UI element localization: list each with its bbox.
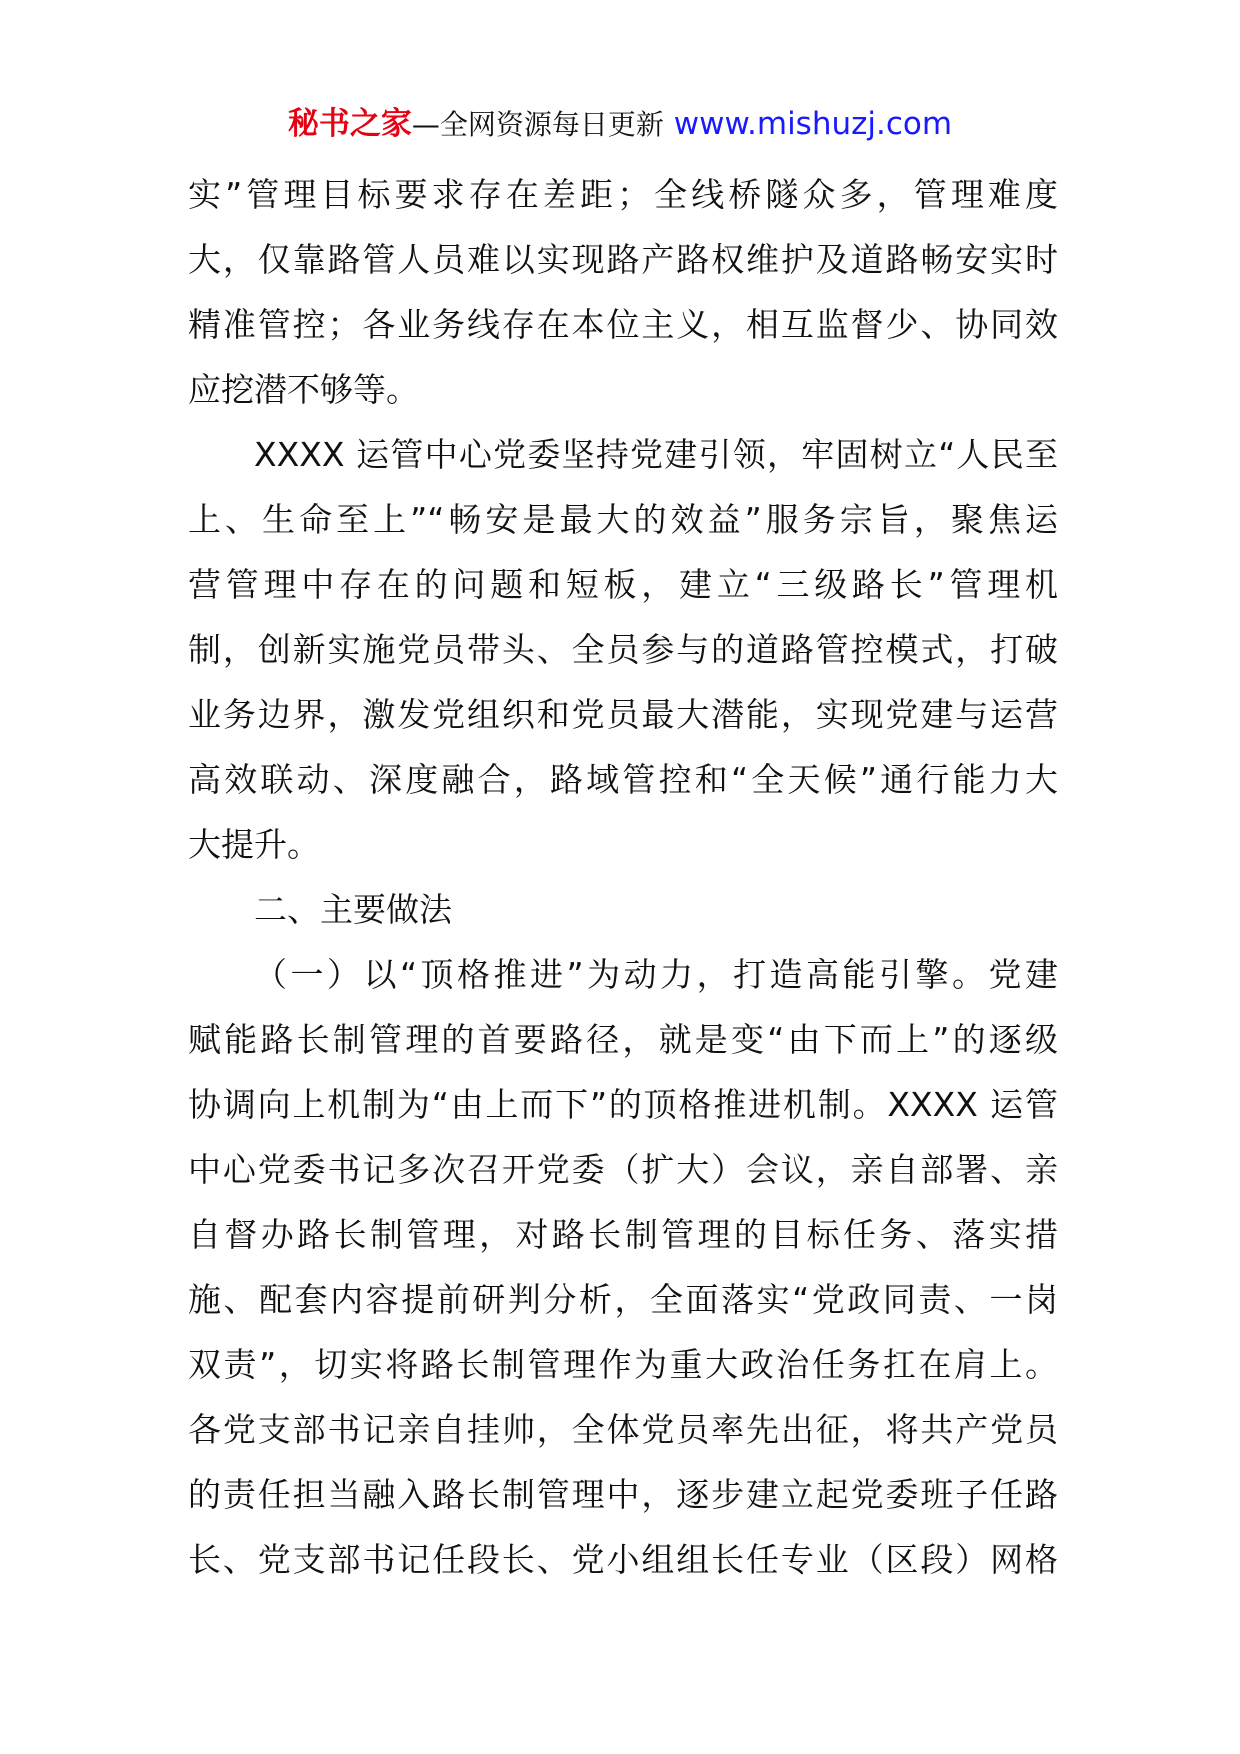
text-line: 应挖潜不够等。 bbox=[188, 370, 419, 409]
text-line: 大，仅靠路管人员难以实现路产路权维护及道路畅安实时 bbox=[188, 240, 1058, 279]
text-line: 上、生命至上”“畅安是最大的效益”服务宗旨，聚焦运 bbox=[188, 500, 1058, 539]
text-line: 施、配套内容提前研判分析，全面落实“党政同责、一岗 bbox=[188, 1280, 1058, 1319]
section-heading: 二、主要做法 bbox=[254, 890, 452, 929]
text-line: XXXX 运管中心党委坚持党建引领，牢固树立“人民至 bbox=[254, 435, 1058, 474]
text-line: （一）以“顶格推进”为动力，打造高能引擎。党建 bbox=[254, 955, 1058, 994]
text-line: 各党支部书记亲自挂帅，全体党员率先出征，将共产党员 bbox=[188, 1410, 1058, 1449]
text-line: 高效联动、深度融合，路域管控和“全天候”通行能力大 bbox=[188, 760, 1058, 799]
text-line: 实”管理目标要求存在差距；全线桥隧众多，管理难度 bbox=[188, 175, 1058, 214]
text-line: 业务边界，激发党组织和党员最大潜能，实现党建与运营 bbox=[188, 695, 1058, 734]
text-line: 中心党委书记多次召开党委（扩大）会议，亲自部署、亲 bbox=[188, 1150, 1058, 1189]
text-line: 双责”，切实将路长制管理作为重大政治任务扛在肩上。 bbox=[188, 1345, 1058, 1384]
text-line: 营管理中存在的问题和短板，建立“三级路长”管理机 bbox=[188, 565, 1058, 604]
text-line: 的责任担当融入路长制管理中，逐步建立起党委班子任路 bbox=[188, 1475, 1058, 1514]
text-line: 制，创新实施党员带头、全员参与的道路管控模式，打破 bbox=[188, 630, 1058, 669]
text-line: 协调向上机制为“由上而下”的顶格推进机制。XXXX 运管 bbox=[188, 1085, 1058, 1124]
watermark-header bbox=[0, 100, 1240, 149]
site-url[interactable]: www.mishuzj.com bbox=[673, 106, 953, 142]
text-line: 精准管控；各业务线存在本位主义，相互监督少、协同效 bbox=[188, 305, 1058, 344]
document-body bbox=[188, 162, 1058, 1592]
text-line: 长、党支部书记任段长、党小组组长任专业（区段）网格 bbox=[188, 1540, 1058, 1579]
text-line: 赋能路长制管理的首要路径，就是变“由下而上”的逐级 bbox=[188, 1020, 1058, 1059]
text-line: 自督办路长制管理，对路长制管理的目标任务、落实措 bbox=[188, 1215, 1058, 1254]
header-slogan: —全网资源每日更新 bbox=[411, 108, 664, 141]
text-line: 大提升。 bbox=[188, 825, 320, 864]
brand-name: 秘书之家 bbox=[287, 106, 412, 142]
